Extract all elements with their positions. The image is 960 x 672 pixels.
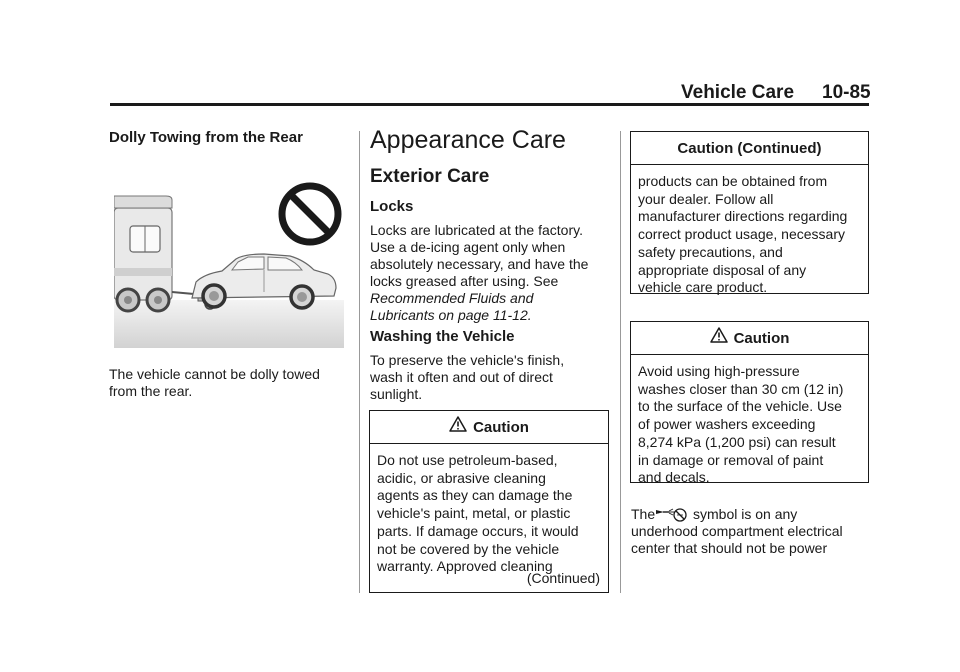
text-line: your dealer. Follow all	[638, 190, 774, 207]
text-line: The vehicle cannot be dolly towed	[109, 366, 320, 382]
caution-header	[631, 322, 868, 355]
text-line: locks greased after using. See	[370, 273, 559, 289]
text-line: vehicle care product.	[638, 279, 768, 296]
text-line: Use a de-icing agent only when	[370, 239, 566, 255]
text-line: safety precautions, and	[638, 243, 783, 260]
text-line: manufacturer directions regarding	[638, 208, 848, 225]
washing-text	[370, 352, 610, 403]
appearance-care-title: Appearance Care	[370, 126, 566, 154]
text-line: products can be obtained from	[638, 173, 828, 189]
text-line: washes closer than 30 cm (12 in)	[638, 380, 844, 397]
locks-text	[370, 222, 610, 324]
text-line: in damage or removal of paint	[638, 451, 824, 468]
caution-header	[631, 132, 868, 165]
dolly-towing-text	[109, 366, 344, 400]
text-line: not be covered by the vehicle	[377, 540, 560, 557]
text-line: absolutely necessary, and have the	[370, 256, 589, 272]
column-divider	[620, 131, 621, 593]
header-rule	[110, 103, 869, 106]
caution-box	[630, 321, 869, 486]
text-line: warranty. Approved cleaning	[377, 558, 553, 575]
text-line: underhood compartment electrical	[631, 523, 843, 539]
text-line: 8,274 kPa (1,200 psi) can result	[638, 433, 836, 450]
column-divider	[359, 131, 360, 593]
text-line: and decals.	[638, 469, 710, 486]
page-number: 10-85	[822, 82, 871, 103]
dolly-towing-illustration	[114, 170, 344, 348]
dolly-towing-heading: Dolly Towing from the Rear	[109, 129, 303, 146]
symbol-text	[631, 506, 871, 557]
caution-title: Caution	[473, 418, 529, 436]
text-line: wash it often and out of direct	[370, 369, 553, 385]
text-line: center that should not be power	[631, 540, 828, 556]
caution-body	[631, 165, 868, 297]
text-line: agents as they can damage the	[377, 487, 573, 504]
text-line: Avoid using high-pressure	[638, 363, 800, 379]
text-line: appropriate disposal of any	[638, 261, 807, 278]
text-line: Do not use petroleum-based,	[377, 452, 558, 468]
text-line: to the surface of the vehicle. Use	[638, 398, 842, 415]
locks-heading: Locks	[370, 198, 414, 215]
warning-triangle-icon	[710, 327, 728, 343]
text-fragment: The	[631, 506, 656, 522]
text-line: sunlight.	[370, 386, 423, 402]
text-line: acidic, or abrasive cleaning	[377, 469, 546, 486]
cross-reference-link[interactable]: Recommended Fluids and	[370, 290, 534, 306]
caution-title: Caution (Continued)	[677, 139, 822, 157]
text-line: Locks are lubricated at the factory.	[370, 222, 583, 238]
section-title: Vehicle Care	[681, 82, 795, 103]
washing-heading: Washing the Vehicle	[370, 328, 515, 345]
text-line: To preserve the vehicle's finish,	[370, 352, 565, 368]
text-line: vehicle's paint, metal, or plastic	[377, 505, 571, 522]
text-line: correct product usage, necessary	[638, 226, 845, 243]
text-fragment: symbol is on any	[693, 506, 798, 522]
text-line: of power washers exceeding	[638, 416, 816, 433]
warning-triangle-icon	[449, 416, 467, 432]
caution-body	[631, 355, 868, 487]
caution-continued-box	[630, 131, 869, 294]
caution-header	[370, 411, 608, 444]
text-line: from the rear.	[109, 383, 193, 399]
cross-reference-link[interactable]: Lubricants on page 11-12.	[370, 307, 532, 323]
caution-box	[369, 410, 609, 593]
text-line: parts. If damage occurs, it would	[377, 522, 579, 539]
caution-body	[370, 444, 608, 576]
no-power-wash-symbol-icon	[655, 506, 689, 522]
exterior-care-heading: Exterior Care	[370, 166, 490, 187]
caution-title: Caution	[733, 329, 790, 347]
continued-label: (Continued)	[526, 570, 600, 586]
